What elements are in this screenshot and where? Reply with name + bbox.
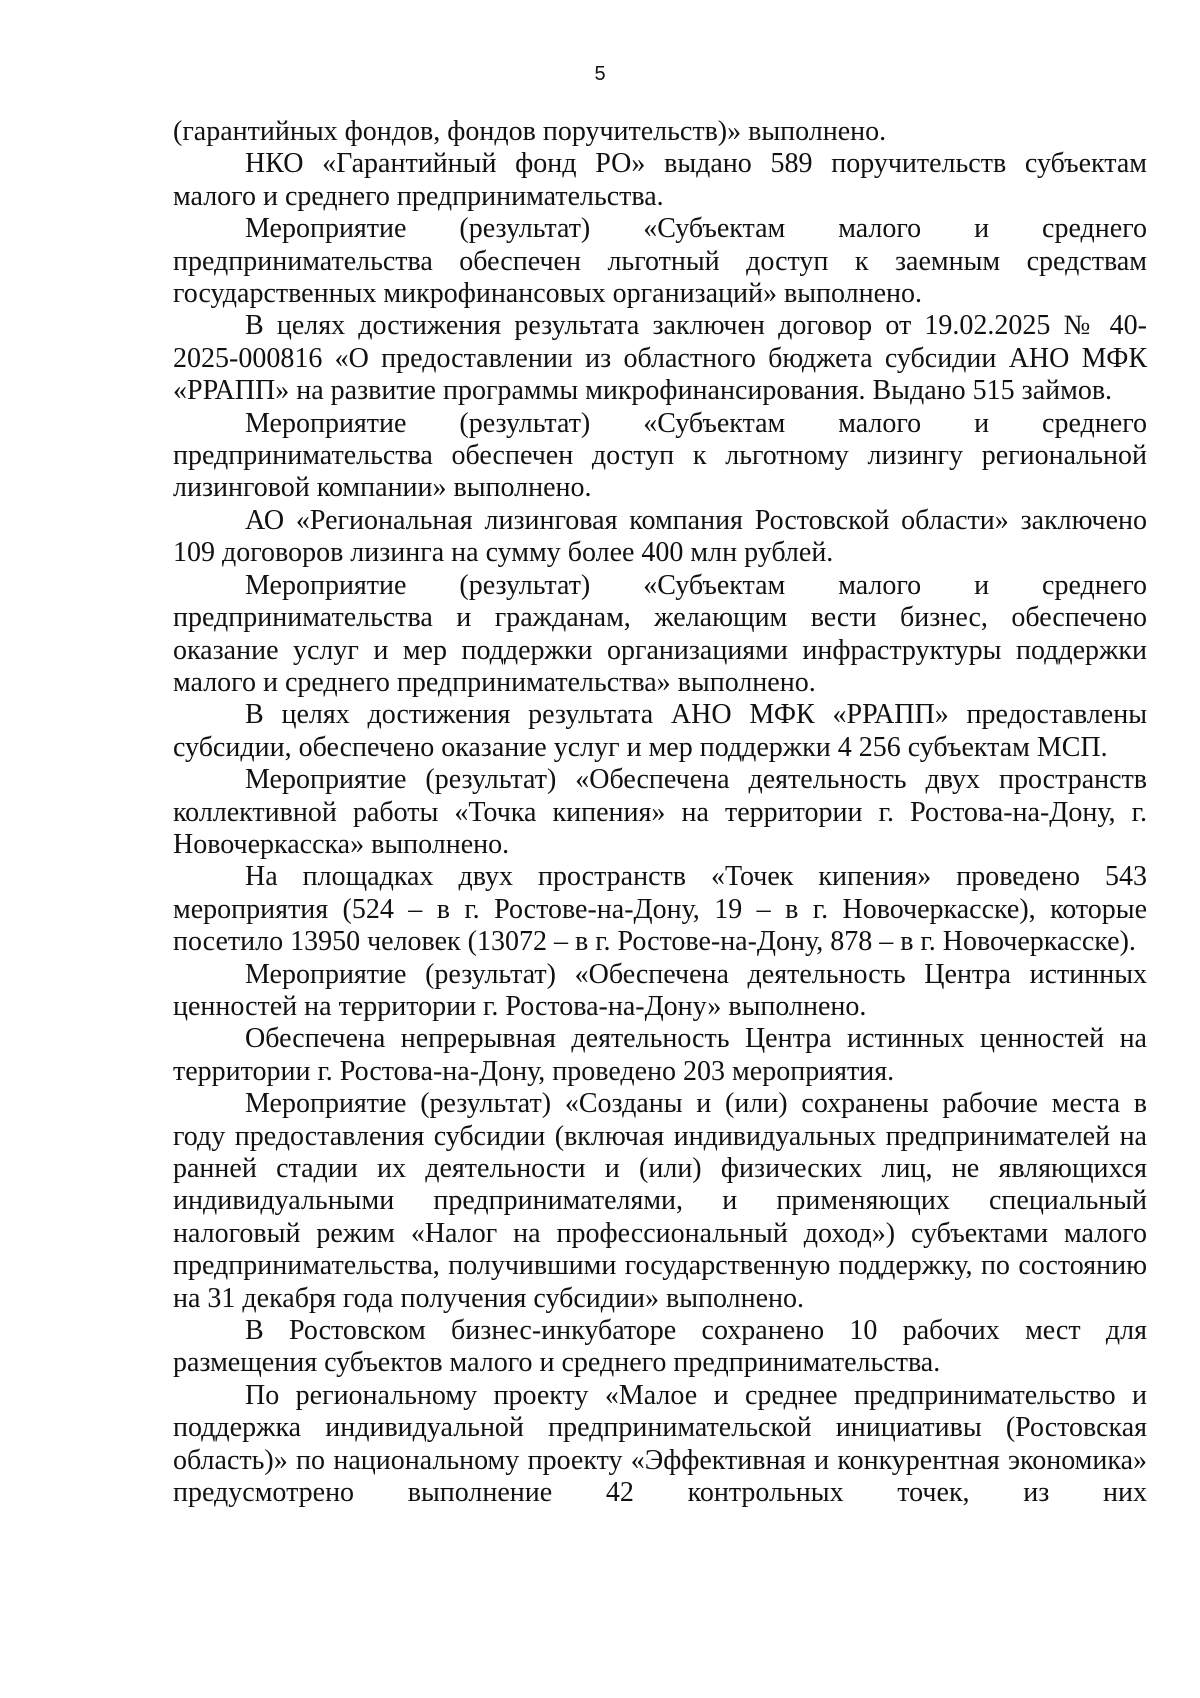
paragraph: Мероприятие (результат) «Обеспечена деятельность Центра истинных ценностей на территории г. Ростова-на-Дону» выполнено.: [173, 958, 1147, 1022]
paragraph: Мероприятие (результат) «Субъектам малого и среднего предпринимательства обеспечен доступ к льготному лизингу региональной лизинговой компании» выполнено.: [173, 407, 1147, 504]
paragraph: На площадках двух пространств «Точек кипения» проведено 543 мероприятия (524 – в г. Ростове-на-Дону, 19 – в г. Новочеркасске), которые посетило 13950 человек (13072 – в г. Ростове-на-Дону, 878 – в г. Новочеркасске).: [173, 861, 1147, 958]
paragraph: В целях достижения результата АНО МФК «РРАПП» предоставлены субсидии, обеспечено оказание услуг и мер поддержки 4 256 субъектам МСП.: [173, 699, 1147, 763]
paragraph: В Ростовском бизнес-инкубаторе сохранено 10 рабочих мест для размещения субъектов малого и среднего предпринимательства.: [173, 1315, 1147, 1379]
paragraph: Мероприятие (результат) «Субъектам малого и среднего предпринимательства обеспечен льготный доступ к заемным средствам государственных микрофинансовых организаций» выполнено.: [173, 213, 1147, 310]
paragraph: АО «Региональная лизинговая компания Ростовской области» заключено 109 договоров лизинга на сумму более 400 млн рублей.: [173, 504, 1147, 569]
paragraph: По региональному проекту «Малое и среднее предпринимательство и поддержка индивидуальной предпринимательской инициативы (Ростовская область)» по национальному проекту «Эффективная и конкурентная экономика» предусмотрено выполнение 42 контрольных точек, из них: [173, 1379, 1147, 1509]
document-body: [173, 116, 1147, 1509]
page-number: 5: [594, 63, 606, 85]
paragraph: НКО «Гарантийный фонд РО» выдано 589 поручительств субъектам малого и среднего предпринимательства.: [173, 148, 1147, 212]
paragraph: (гарантийных фондов, фондов поручительств)» выполнено.: [173, 116, 887, 147]
paragraph: Мероприятие (результат) «Обеспечена деятельность двух пространств коллективной работы «Точка кипения» на территории г. Ростова-на-Дону, г. Новочеркасска» выполнено.: [173, 764, 1147, 860]
paragraph: Мероприятие (результат) «Субъектам малого и среднего предпринимательства и гражданам, желающим вести бизнес, обеспечено оказание услуг и мер поддержки организациями инфраструктуры поддержки малого и среднего предпринимательства» выполнено.: [173, 569, 1147, 698]
paragraph: Обеспечена непрерывная деятельность Центра истинных ценностей на территории г. Ростова-на-Дону, проведено 203 мероприятия.: [173, 1023, 1147, 1087]
paragraph: Мероприятие (результат) «Созданы и (или) сохранены рабочие места в году предоставления субсидии (включая индивидуальных предпринимателей на ранней стадии их деятельности и (или) физических лиц, не являющихся индивидуальными предпринимателями, и применяющих специальный налоговый режим «Налог на профессиональный доход») субъектами малого предпринимательства, получившими государственную поддержку, по состоянию на 31 декабря года получения субсидии» выполнено.: [173, 1088, 1147, 1314]
paragraph: В целях достижения результата заключен договор от 19.02.2025 № 40-2025-000816 «О предоставлении из областного бюджета субсидии АНО МФК «РРАПП» на развитие программы микрофинансирования. Выдано 515 займов.: [173, 310, 1147, 407]
